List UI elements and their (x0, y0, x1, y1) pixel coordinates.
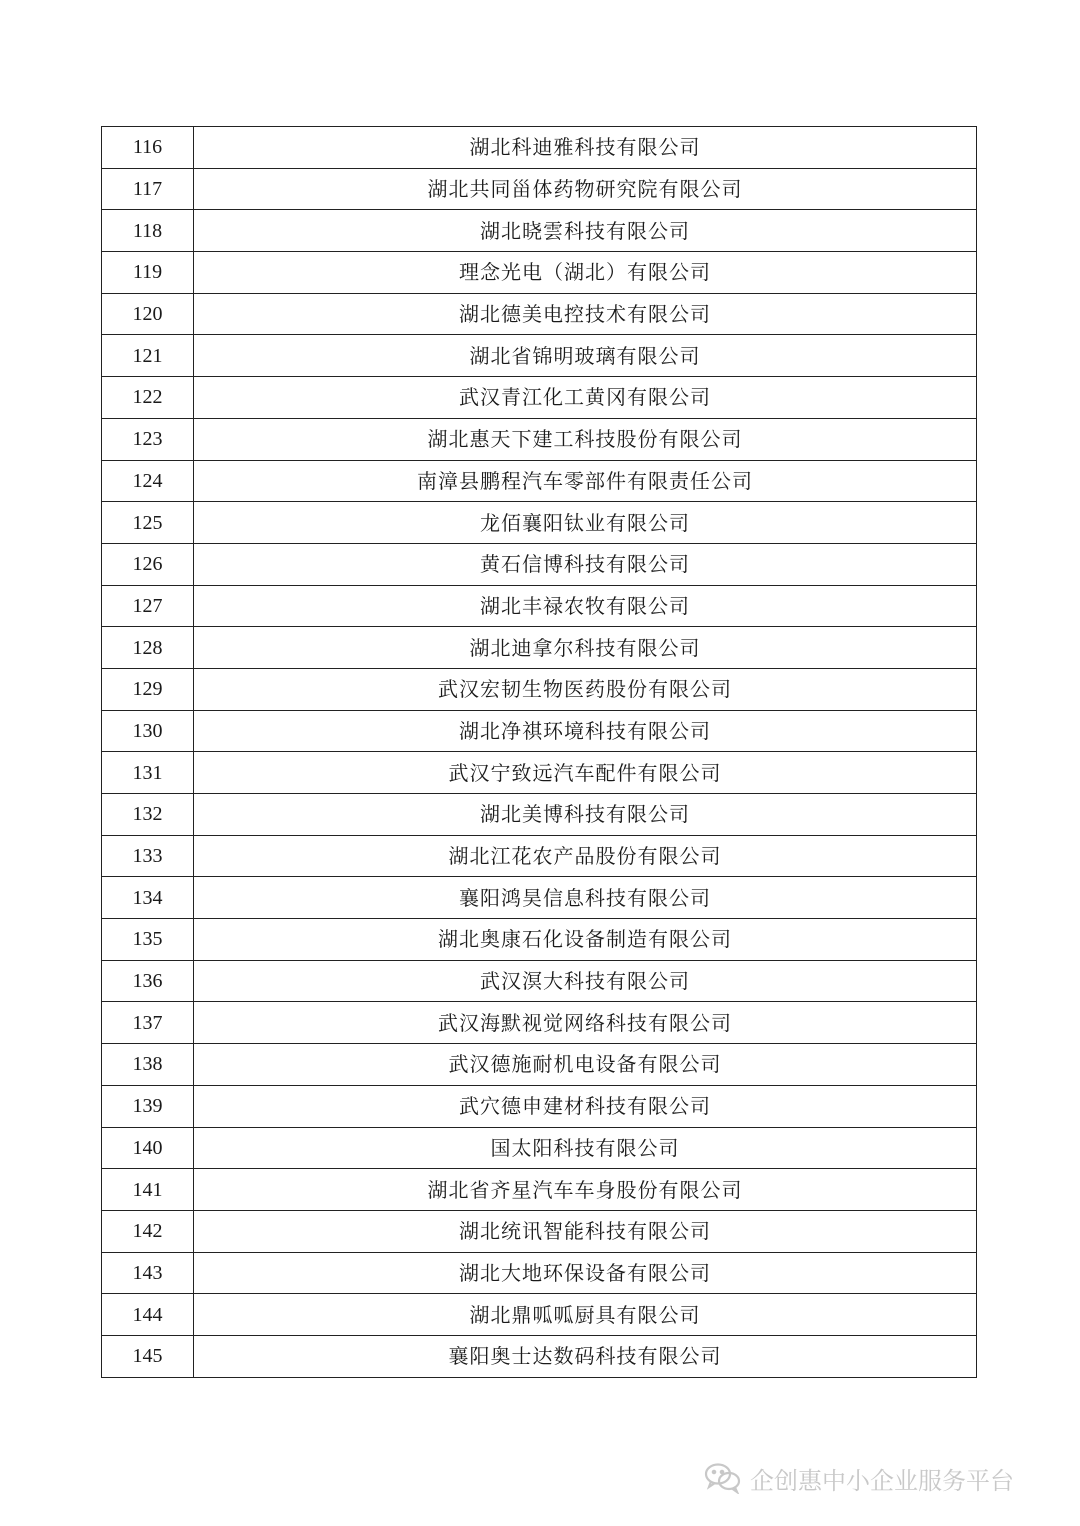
company-name: 国太阳科技有限公司 (194, 1127, 977, 1169)
company-name: 武穴德申建材科技有限公司 (194, 1085, 977, 1127)
company-name: 武汉德施耐机电设备有限公司 (194, 1044, 977, 1086)
row-number: 124 (102, 460, 194, 502)
company-name: 南漳县鹏程汽车零部件有限责任公司 (194, 460, 977, 502)
table-row (102, 460, 977, 502)
table-row (102, 127, 977, 169)
table-row (102, 543, 977, 585)
company-name: 湖北江花农产品股份有限公司 (194, 835, 977, 877)
company-name: 武汉宁致远汽车配件有限公司 (194, 752, 977, 794)
row-number: 118 (102, 210, 194, 252)
company-name: 湖北奥康石化设备制造有限公司 (194, 919, 977, 961)
company-name: 襄阳奥士达数码科技有限公司 (194, 1335, 977, 1377)
row-number: 134 (102, 877, 194, 919)
table-row (102, 168, 977, 210)
table-row (102, 502, 977, 544)
company-name: 武汉青江化工黄冈有限公司 (194, 377, 977, 419)
company-name: 武汉海默视觉网络科技有限公司 (194, 1002, 977, 1044)
watermark-text: 企创惠中小企业服务平台 (750, 1466, 1014, 1495)
table-row (102, 1169, 977, 1211)
company-name: 湖北鼎呱呱厨具有限公司 (194, 1294, 977, 1336)
company-name: 湖北省齐星汽车车身股份有限公司 (194, 1169, 977, 1211)
company-name: 湖北大地环保设备有限公司 (194, 1252, 977, 1294)
row-number: 125 (102, 502, 194, 544)
row-number: 137 (102, 1002, 194, 1044)
company-name: 湖北科迪雅科技有限公司 (194, 127, 977, 169)
company-name: 湖北净祺环境科技有限公司 (194, 710, 977, 752)
company-name: 湖北晓雲科技有限公司 (194, 210, 977, 252)
row-number: 127 (102, 585, 194, 627)
row-number: 120 (102, 293, 194, 335)
row-number: 138 (102, 1044, 194, 1086)
row-number: 122 (102, 377, 194, 419)
company-name: 襄阳鸿昊信息科技有限公司 (194, 877, 977, 919)
table-row (102, 627, 977, 669)
row-number: 117 (102, 168, 194, 210)
company-name: 理念光电（湖北）有限公司 (194, 252, 977, 294)
row-number: 140 (102, 1127, 194, 1169)
row-number: 116 (102, 127, 194, 169)
company-name: 湖北美博科技有限公司 (194, 794, 977, 836)
row-number: 121 (102, 335, 194, 377)
row-number: 128 (102, 627, 194, 669)
row-number: 142 (102, 1210, 194, 1252)
table-row (102, 752, 977, 794)
table-row (102, 1210, 977, 1252)
company-name: 湖北省锦明玻璃有限公司 (194, 335, 977, 377)
company-list-body (102, 127, 977, 1378)
wechat-icon (704, 1462, 742, 1494)
table-row (102, 585, 977, 627)
table-row (102, 919, 977, 961)
row-number: 141 (102, 1169, 194, 1211)
company-name: 黄石信博科技有限公司 (194, 543, 977, 585)
row-number: 131 (102, 752, 194, 794)
row-number: 123 (102, 418, 194, 460)
company-name: 湖北惠天下建工科技股份有限公司 (194, 418, 977, 460)
table-row (102, 1127, 977, 1169)
table-row (102, 252, 977, 294)
table-row (102, 710, 977, 752)
company-name: 武汉宏韧生物医药股份有限公司 (194, 668, 977, 710)
table-row (102, 794, 977, 836)
company-name: 湖北德美电控技术有限公司 (194, 293, 977, 335)
company-name: 湖北统讯智能科技有限公司 (194, 1210, 977, 1252)
company-name: 武汉溟大科技有限公司 (194, 960, 977, 1002)
row-number: 126 (102, 543, 194, 585)
row-number: 144 (102, 1294, 194, 1336)
table-row (102, 668, 977, 710)
table-row (102, 960, 977, 1002)
row-number: 119 (102, 252, 194, 294)
row-number: 135 (102, 919, 194, 961)
table-row (102, 835, 977, 877)
row-number: 145 (102, 1335, 194, 1377)
table-row (102, 418, 977, 460)
row-number: 139 (102, 1085, 194, 1127)
row-number: 133 (102, 835, 194, 877)
company-list-table (101, 126, 977, 1378)
company-name: 湖北共同甾体药物研究院有限公司 (194, 168, 977, 210)
table-row (102, 1044, 977, 1086)
table-row (102, 1002, 977, 1044)
table-row (102, 293, 977, 335)
table-row (102, 377, 977, 419)
row-number: 132 (102, 794, 194, 836)
table-row (102, 877, 977, 919)
table-row (102, 1085, 977, 1127)
table-row (102, 1252, 977, 1294)
watermark (704, 1460, 1014, 1496)
company-name: 湖北迪拿尔科技有限公司 (194, 627, 977, 669)
table-row (102, 1294, 977, 1336)
table-row (102, 1335, 977, 1377)
company-name: 龙佰襄阳钛业有限公司 (194, 502, 977, 544)
row-number: 130 (102, 710, 194, 752)
row-number: 129 (102, 668, 194, 710)
company-name: 湖北丰禄农牧有限公司 (194, 585, 977, 627)
row-number: 143 (102, 1252, 194, 1294)
row-number: 136 (102, 960, 194, 1002)
table-row (102, 210, 977, 252)
table-row (102, 335, 977, 377)
